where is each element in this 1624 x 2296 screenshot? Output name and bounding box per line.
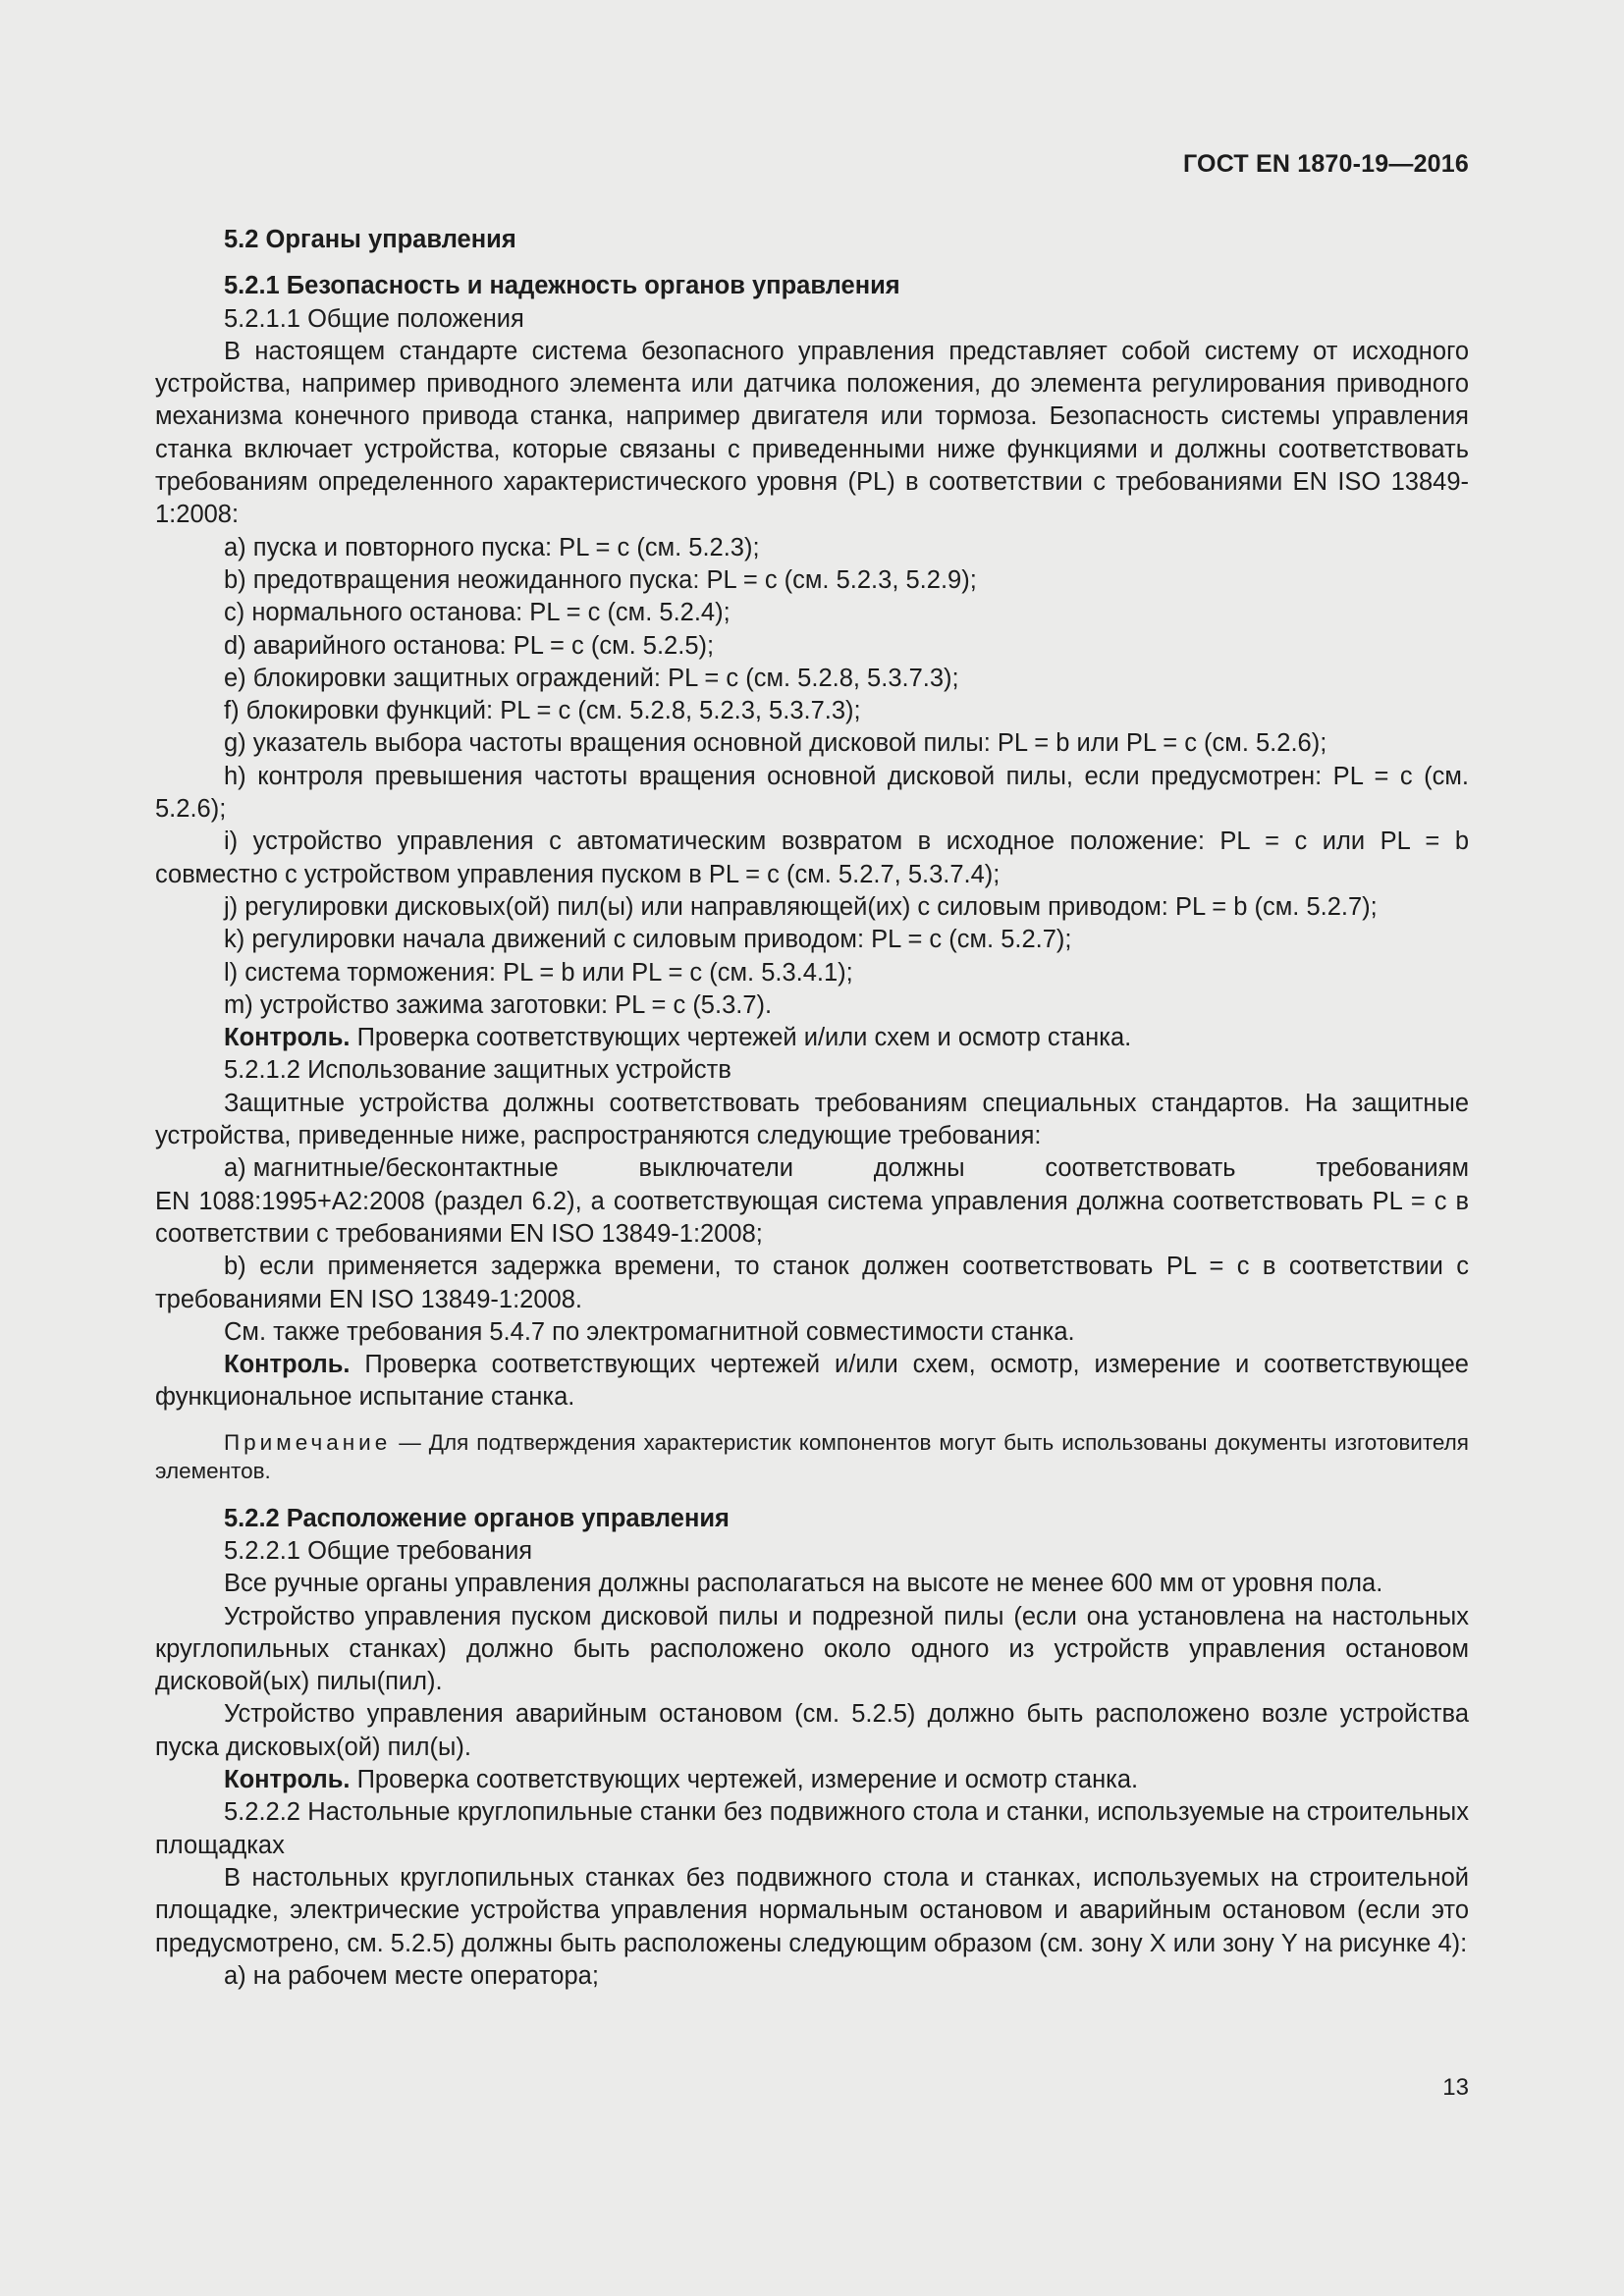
control-paragraph xyxy=(155,1764,1469,1796)
list-item: c) нормального останова: PL = c (см. 5.2.4); xyxy=(224,599,731,627)
paragraph: Устройство управления пуском дисковой пилы и подрезной пилы (если она установлена на настольных круглопильных станках) должно быть расположено около одного из устройств управления остановом дисковой(ых) пилы(пил). xyxy=(155,1602,1469,1696)
section-heading-5-2: 5.2 Органы управления xyxy=(224,226,516,253)
list-item-a-first-line xyxy=(155,1152,1469,1185)
page-number: 13 xyxy=(1442,2074,1469,2101)
list-item: b) если применяется задержка времени, то станок должен соответствовать PL = c в соответствии с требованиями EN ISO 13849-1:2008. xyxy=(155,1253,1469,1313)
subsection-heading-5-2-2-1: 5.2.2.1 Общие требования xyxy=(224,1536,533,1565)
word: соответствовать xyxy=(1045,1154,1236,1183)
paragraph: В настольных круглопильных станках без подвижного стола и станках, используемых на строительной площадке, электрические устройства управления нормальным остановом и аварийным остановом (если это предусмотрено, см. 5.2.5) должны быть расположены следующим образом (см. зону X или зону Y на рисунке 4): xyxy=(155,1863,1469,1957)
control-paragraph xyxy=(155,1349,1469,1415)
paragraph: Защитные устройства должны соответствовать требованиям специальных стандартов. На защитные устройства, приведенные ниже, распространяются следующие требования: xyxy=(155,1089,1469,1150)
word: выключатели xyxy=(638,1154,793,1183)
list-item-a-continuation: EN 1088:1995+A2:2008 (раздел 6.2), а соответствующая система управления должна соответствовать PL = c в соответствии с требованиями EN ISO 13849-1:2008; xyxy=(155,1187,1469,1248)
control-text: Проверка соответствующих чертежей, измерение и осмотр станка. xyxy=(350,1766,1139,1794)
list-item: e) блокировки защитных ограждений: PL = c (см. 5.2.8, 5.3.7.3); xyxy=(224,664,959,692)
list-item: k) регулировки начала движений с силовым приводом: PL = c (см. 5.2.7); xyxy=(224,926,1072,954)
section-heading-5-2-2: 5.2.2 Расположение органов управления xyxy=(224,1504,730,1532)
list-item: h) контроля превышения частоты вращения основной дисковой пилы, если предусмотрен: PL = c (см. 5.2.6); xyxy=(155,762,1469,824)
word: требованиям xyxy=(1316,1154,1469,1183)
control-label: Контроль. xyxy=(224,1766,351,1794)
note-label: Примечание xyxy=(224,1429,392,1455)
control-label: Контроль. xyxy=(224,1351,351,1379)
list-item: d) аварийного останова: PL = c (см. 5.2.5); xyxy=(224,631,715,660)
list-item: i) устройство управления с автоматическим возвратом в исходное положение: PL = c или PL = b совместно с устройством управления пуском в PL = c (см. 5.2.7, 5.3.7.4); xyxy=(155,828,1469,888)
list-item: j) регулировки дисковых(ой) пил(ы) или направляющей(их) с силовым приводом: PL = b (см. 5.2.7); xyxy=(224,892,1378,921)
list-item: b) предотвращения неожиданного пуска: PL = c (см. 5.2.3, 5.2.9); xyxy=(224,565,977,594)
list-item: а) на рабочем месте оператора; xyxy=(224,1961,599,1990)
subsection-heading-5-2-1-2: 5.2.1.2 Использование защитных устройств xyxy=(224,1056,731,1085)
list-item: g) указатель выбора частоты вращения основной дисковой пилы: PL = b или PL = c (см. 5.2.6); xyxy=(224,729,1327,758)
control-text: Проверка соответствующих чертежей и/или схем и осмотр станка. xyxy=(350,1024,1132,1052)
list-item: а) пуска и повторного пуска: PL = c (см. 5.2.3); xyxy=(224,533,760,561)
control-label: Контроль. xyxy=(224,1024,351,1052)
paragraph: См. также требования 5.4.7 по электромагнитной совместимости станка. xyxy=(224,1317,1075,1346)
note xyxy=(155,1428,1469,1485)
note-text: — Для подтверждения характеристик компонентов могут быть использованы документы изготовителя элементов. xyxy=(155,1429,1469,1483)
list-item: f) блокировки функций: PL = c (см. 5.2.8, 5.2.3, 5.3.7.3); xyxy=(224,697,861,725)
list-item: m) устройство зажима заготовки: PL = c (5.3.7). xyxy=(224,990,773,1019)
section-heading-5-2-1: 5.2.1 Безопасность и надежность органов управления xyxy=(224,272,900,300)
document-id: ГОСТ EN 1870-19—2016 xyxy=(1183,150,1469,178)
page-content xyxy=(155,224,1469,1993)
control-text: Проверка соответствующих чертежей и/или схем, осмотр, измерение и соответствующее функциональное испытание станка. xyxy=(155,1351,1469,1412)
paragraph: Устройство управления аварийным остановом (см. 5.2.5) должно быть расположено возле устройства пуска дисковых(ой) пил(ы). xyxy=(155,1700,1469,1761)
word: должны xyxy=(873,1154,965,1183)
subsection-heading-5-2-1-1: 5.2.1.1 Общие положения xyxy=(224,304,524,333)
list-item: l) система торможения: PL = b или PL = c (см. 5.3.4.1); xyxy=(224,958,853,987)
paragraph: В настоящем стандарте система безопасного управления представляет собой систему от исходного устройства, например приводного элемента или датчика положения, до элемента регулирования приводного механизма конечного привода станка, например двигателя или тормоза. Безопасность системы управления станка включает устройства, которые связаны с приведенными ниже функциями и должны соответствовать требованиям определенного характеристического уровня (PL) в соответствии с требованиями EN ISO 13849-1:2008: xyxy=(155,337,1469,529)
paragraph: Все ручные органы управления должны располагаться на высоте не менее 600 мм от уровня пола. xyxy=(224,1570,1383,1598)
control-paragraph xyxy=(155,1022,1469,1054)
subsection-heading-5-2-2-2: 5.2.2.2 Настольные круглопильные станки без подвижного стола и станки, используемые на строительных площадках xyxy=(155,1798,1469,1859)
word: а) магнитные/бесконтактные xyxy=(224,1154,559,1183)
